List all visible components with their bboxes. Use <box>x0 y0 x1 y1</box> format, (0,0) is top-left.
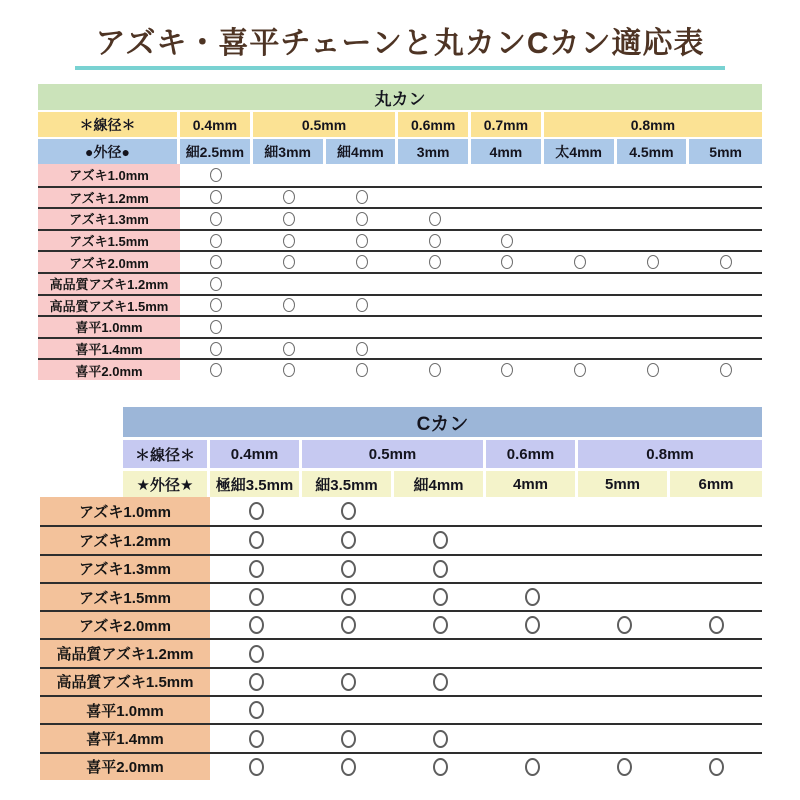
compatibility-circle <box>249 645 264 663</box>
compatibility-circle <box>341 531 356 549</box>
mark-cell <box>398 360 471 380</box>
mark-cell <box>394 725 486 751</box>
compatibility-circle <box>356 190 368 204</box>
compatibility-circle <box>356 212 368 226</box>
compatibility-circle <box>720 363 732 377</box>
wire-diameter-value: 0.6mm <box>398 112 471 137</box>
mark-cell <box>471 274 544 294</box>
mark-cell <box>253 252 326 272</box>
c-kan-outer-diameter-row <box>123 471 762 497</box>
mark-cell <box>486 669 578 695</box>
maru-kan-table <box>38 84 762 380</box>
mark-cell <box>326 209 399 229</box>
mark-cell <box>398 188 471 208</box>
mark-cell <box>398 317 471 337</box>
compatibility-circle <box>341 588 356 606</box>
mark-cell <box>578 697 670 723</box>
mark-cell <box>471 339 544 359</box>
mark-cell <box>689 360 762 380</box>
compatibility-circle <box>210 342 222 356</box>
mark-cell <box>471 360 544 380</box>
compatibility-circle <box>249 673 264 691</box>
outer-diameter-value: 6mm <box>670 471 762 497</box>
mark-cell <box>689 209 762 229</box>
compatibility-circle <box>210 255 222 269</box>
wire-diameter-label: ＊線径＊ <box>38 112 180 137</box>
mark-cell <box>326 317 399 337</box>
mark-cell <box>253 360 326 380</box>
compatibility-circle <box>617 616 632 634</box>
mark-cell <box>302 640 394 666</box>
mark-cell <box>471 164 544 186</box>
mark-cell <box>689 164 762 186</box>
compatibility-circle <box>341 758 356 776</box>
compatibility-circle <box>720 255 732 269</box>
mark-cell <box>398 209 471 229</box>
mark-cell <box>486 725 578 751</box>
mark-cell <box>578 640 670 666</box>
compatibility-circle <box>341 616 356 634</box>
mark-cell <box>210 725 302 751</box>
mark-cell <box>689 231 762 251</box>
compatibility-circle <box>210 277 222 291</box>
chain-label: アズキ1.3mm <box>40 556 210 582</box>
outer-diameter-value: 4mm <box>471 139 544 164</box>
chain-label: 高品質アズキ1.5mm <box>38 296 180 316</box>
mark-cell <box>617 274 690 294</box>
table-row <box>40 752 762 780</box>
table-row <box>38 186 762 208</box>
mark-cell <box>689 252 762 272</box>
compatibility-circle <box>341 673 356 691</box>
table-row <box>40 497 762 525</box>
chain-label: アズキ1.2mm <box>40 527 210 553</box>
mark-cell <box>486 612 578 638</box>
mark-cell <box>253 274 326 294</box>
mark-cell <box>578 527 670 553</box>
mark-cell <box>180 360 253 380</box>
compatibility-circle <box>433 560 448 578</box>
outer-diameter-value: 5mm <box>689 139 762 164</box>
mark-cell <box>253 209 326 229</box>
mark-cell <box>689 339 762 359</box>
compatibility-circle <box>210 212 222 226</box>
mark-cell <box>544 231 617 251</box>
mark-cell <box>210 612 302 638</box>
mark-cell <box>253 296 326 316</box>
table-row <box>40 638 762 666</box>
mark-cell <box>486 754 578 780</box>
mark-cell <box>617 317 690 337</box>
compatibility-circle <box>249 588 264 606</box>
chain-label: アズキ1.0mm <box>40 497 210 525</box>
wire-diameter-value: 0.5mm <box>302 440 486 468</box>
compatibility-circle <box>283 234 295 248</box>
outer-diameter-value: 4.5mm <box>617 139 690 164</box>
maru-kan-wire-diameter-row <box>38 112 762 137</box>
mark-cell <box>578 754 670 780</box>
table-row <box>38 229 762 251</box>
table-row <box>40 582 762 610</box>
chain-label: 高品質アズキ1.5mm <box>40 669 210 695</box>
table-row <box>38 207 762 229</box>
mark-cell <box>394 669 486 695</box>
compatibility-circle <box>525 616 540 634</box>
mark-cell <box>210 497 302 525</box>
outer-diameter-value: 細4mm <box>394 471 486 497</box>
mark-cell <box>617 360 690 380</box>
compatibility-circle <box>433 730 448 748</box>
mark-cell <box>486 584 578 610</box>
maru-kan-body <box>38 164 762 380</box>
mark-cell <box>578 725 670 751</box>
mark-cell <box>544 317 617 337</box>
mark-cell <box>670 497 762 525</box>
compatibility-circle <box>210 298 222 312</box>
mark-cell <box>210 640 302 666</box>
compatibility-circle <box>210 234 222 248</box>
compatibility-circle <box>501 234 513 248</box>
c-kan-table-title: Cカン <box>123 407 762 437</box>
chain-label: アズキ1.3mm <box>38 209 180 229</box>
mark-cell <box>210 669 302 695</box>
chain-label: 高品質アズキ1.2mm <box>40 640 210 666</box>
compatibility-circle <box>249 701 264 719</box>
table-row <box>40 554 762 582</box>
compatibility-circle <box>429 212 441 226</box>
mark-cell <box>398 296 471 316</box>
wire-diameter-label: ＊線径＊ <box>123 440 210 468</box>
compatibility-circle <box>249 560 264 578</box>
c-kan-wire-diameter-row <box>123 440 762 468</box>
mark-cell <box>253 231 326 251</box>
page-title: アズキ・喜平チェーンと丸カンCカン適応表 <box>75 18 725 70</box>
compatibility-circle <box>210 190 222 204</box>
chain-label: 喜平1.0mm <box>40 697 210 723</box>
table-row <box>38 250 762 272</box>
compatibility-circle <box>647 363 659 377</box>
mark-cell <box>326 164 399 186</box>
compatibility-circle <box>283 212 295 226</box>
outer-diameter-label: ★外径★ <box>123 471 210 497</box>
mark-cell <box>578 497 670 525</box>
mark-cell <box>210 556 302 582</box>
mark-cell <box>544 164 617 186</box>
mark-cell <box>617 296 690 316</box>
compatibility-circle <box>249 616 264 634</box>
compatibility-circle <box>249 531 264 549</box>
compatibility-circle <box>283 298 295 312</box>
mark-cell <box>544 209 617 229</box>
compatibility-circle <box>433 616 448 634</box>
outer-diameter-value: 細3.5mm <box>302 471 394 497</box>
mark-cell <box>398 339 471 359</box>
mark-cell <box>578 669 670 695</box>
mark-cell <box>253 188 326 208</box>
compatibility-circle <box>429 363 441 377</box>
mark-cell <box>210 527 302 553</box>
mark-cell <box>210 754 302 780</box>
mark-cell <box>578 584 670 610</box>
mark-cell <box>617 188 690 208</box>
mark-cell <box>471 296 544 316</box>
compatibility-circle <box>249 730 264 748</box>
wire-diameter-value: 0.4mm <box>210 440 302 468</box>
mark-cell <box>398 231 471 251</box>
wire-diameter-value: 0.7mm <box>471 112 544 137</box>
title-block <box>75 18 725 70</box>
mark-cell <box>210 697 302 723</box>
mark-cell <box>398 164 471 186</box>
wire-diameter-value: 0.6mm <box>486 440 578 468</box>
compatibility-circle <box>709 758 724 776</box>
compatibility-circle <box>429 234 441 248</box>
compatibility-circle <box>356 234 368 248</box>
compatibility-circle <box>356 342 368 356</box>
compatibility-circle <box>356 298 368 312</box>
wire-diameter-value: 0.5mm <box>253 112 399 137</box>
compatibility-circle <box>210 363 222 377</box>
outer-diameter-value: 5mm <box>578 471 670 497</box>
chain-label: 喜平1.0mm <box>38 317 180 337</box>
table-row <box>40 667 762 695</box>
mark-cell <box>544 296 617 316</box>
chain-label: アズキ2.0mm <box>38 252 180 272</box>
mark-cell <box>486 556 578 582</box>
mark-cell <box>326 274 399 294</box>
compatibility-circle <box>356 363 368 377</box>
mark-cell <box>180 231 253 251</box>
compatibility-circle <box>249 502 264 520</box>
mark-cell <box>326 252 399 272</box>
compatibility-circle <box>525 758 540 776</box>
mark-cell <box>617 209 690 229</box>
mark-cell <box>326 360 399 380</box>
mark-cell <box>471 317 544 337</box>
mark-cell <box>398 252 471 272</box>
compatibility-circle <box>433 673 448 691</box>
mark-cell <box>544 252 617 272</box>
compatibility-circle <box>283 363 295 377</box>
compatibility-circle <box>574 255 586 269</box>
mark-cell <box>670 584 762 610</box>
table-row <box>38 294 762 316</box>
mark-cell <box>253 339 326 359</box>
mark-cell <box>394 584 486 610</box>
mark-cell <box>326 339 399 359</box>
mark-cell <box>670 669 762 695</box>
mark-cell <box>544 188 617 208</box>
mark-cell <box>471 209 544 229</box>
mark-cell <box>394 556 486 582</box>
mark-cell <box>394 640 486 666</box>
compatibility-circle <box>433 758 448 776</box>
chain-label: 喜平2.0mm <box>38 360 180 380</box>
compatibility-circle <box>525 588 540 606</box>
outer-diameter-value: 太4mm <box>544 139 617 164</box>
mark-cell <box>253 317 326 337</box>
mark-cell <box>302 725 394 751</box>
table-row <box>38 272 762 294</box>
mark-cell <box>617 252 690 272</box>
maru-kan-table-title: 丸カン <box>38 84 762 110</box>
mark-cell <box>486 497 578 525</box>
mark-cell <box>471 231 544 251</box>
compatibility-circle <box>283 190 295 204</box>
outer-diameter-value: 3mm <box>398 139 471 164</box>
mark-cell <box>670 725 762 751</box>
outer-diameter-value: 細2.5mm <box>180 139 253 164</box>
mark-cell <box>471 252 544 272</box>
mark-cell <box>302 497 394 525</box>
mark-cell <box>326 296 399 316</box>
mark-cell <box>302 669 394 695</box>
compatibility-circle <box>709 616 724 634</box>
compatibility-circle <box>501 255 513 269</box>
wire-diameter-value: 0.8mm <box>578 440 762 468</box>
mark-cell <box>689 188 762 208</box>
mark-cell <box>486 527 578 553</box>
compatibility-circle <box>356 255 368 269</box>
compatibility-circle <box>429 255 441 269</box>
compatibility-circle <box>283 255 295 269</box>
mark-cell <box>670 697 762 723</box>
mark-cell <box>394 497 486 525</box>
mark-cell <box>486 697 578 723</box>
chain-label: 喜平1.4mm <box>38 339 180 359</box>
outer-diameter-value: 細4mm <box>326 139 399 164</box>
mark-cell <box>180 339 253 359</box>
mark-cell <box>394 754 486 780</box>
mark-cell <box>180 317 253 337</box>
mark-cell <box>302 612 394 638</box>
mark-cell <box>689 274 762 294</box>
mark-cell <box>180 296 253 316</box>
outer-diameter-value: 4mm <box>486 471 578 497</box>
compatibility-circle <box>647 255 659 269</box>
mark-cell <box>617 231 690 251</box>
mark-cell <box>617 339 690 359</box>
mark-cell <box>326 188 399 208</box>
chain-label: アズキ1.0mm <box>38 164 180 186</box>
mark-cell <box>253 164 326 186</box>
mark-cell <box>670 640 762 666</box>
chain-label: 高品質アズキ1.2mm <box>38 274 180 294</box>
mark-cell <box>180 209 253 229</box>
mark-cell <box>689 296 762 316</box>
mark-cell <box>394 527 486 553</box>
wire-diameter-value: 0.4mm <box>180 112 253 137</box>
mark-cell <box>670 612 762 638</box>
mark-cell <box>471 188 544 208</box>
table-row <box>40 695 762 723</box>
mark-cell <box>180 188 253 208</box>
table-row <box>38 358 762 380</box>
mark-cell <box>398 274 471 294</box>
mark-cell <box>180 164 253 186</box>
mark-cell <box>326 231 399 251</box>
mark-cell <box>302 556 394 582</box>
mark-cell <box>302 584 394 610</box>
mark-cell <box>210 584 302 610</box>
outer-diameter-label: ●外径● <box>38 139 180 164</box>
table-row <box>38 164 762 186</box>
c-kan-table-header <box>123 407 762 497</box>
chain-label: アズキ1.2mm <box>38 188 180 208</box>
mark-cell <box>617 164 690 186</box>
compatibility-circle <box>283 342 295 356</box>
mark-cell <box>302 527 394 553</box>
mark-cell <box>578 556 670 582</box>
compatibility-circle <box>341 502 356 520</box>
mark-cell <box>578 612 670 638</box>
maru-kan-outer-diameter-row <box>38 139 762 164</box>
compatibility-circle <box>433 588 448 606</box>
mark-cell <box>670 556 762 582</box>
table-row <box>40 723 762 751</box>
mark-cell <box>689 317 762 337</box>
mark-cell <box>544 274 617 294</box>
compatibility-circle <box>433 531 448 549</box>
table-row <box>40 610 762 638</box>
chain-label: アズキ1.5mm <box>40 584 210 610</box>
compatibility-circle <box>617 758 632 776</box>
chain-label: 喜平2.0mm <box>40 754 210 780</box>
mark-cell <box>394 697 486 723</box>
table-row <box>38 337 762 359</box>
chain-label: アズキ2.0mm <box>40 612 210 638</box>
table-row <box>38 315 762 337</box>
c-kan-body <box>40 497 762 780</box>
table-row <box>40 525 762 553</box>
compatibility-circle <box>210 168 222 182</box>
mark-cell <box>180 274 253 294</box>
mark-cell <box>394 612 486 638</box>
mark-cell <box>544 360 617 380</box>
mark-cell <box>302 754 394 780</box>
mark-cell <box>180 252 253 272</box>
mark-cell <box>302 697 394 723</box>
mark-cell <box>544 339 617 359</box>
compatibility-circle <box>210 320 222 334</box>
chain-label: 喜平1.4mm <box>40 725 210 751</box>
mark-cell <box>486 640 578 666</box>
mark-cell <box>670 754 762 780</box>
outer-diameter-value: 細3mm <box>253 139 326 164</box>
mark-cell <box>670 527 762 553</box>
compatibility-circle <box>249 758 264 776</box>
chain-label: アズキ1.5mm <box>38 231 180 251</box>
compatibility-circle <box>501 363 513 377</box>
wire-diameter-value: 0.8mm <box>544 112 762 137</box>
compatibility-circle <box>341 730 356 748</box>
outer-diameter-value: 極細3.5mm <box>210 471 302 497</box>
compatibility-circle <box>574 363 586 377</box>
compatibility-circle <box>341 560 356 578</box>
